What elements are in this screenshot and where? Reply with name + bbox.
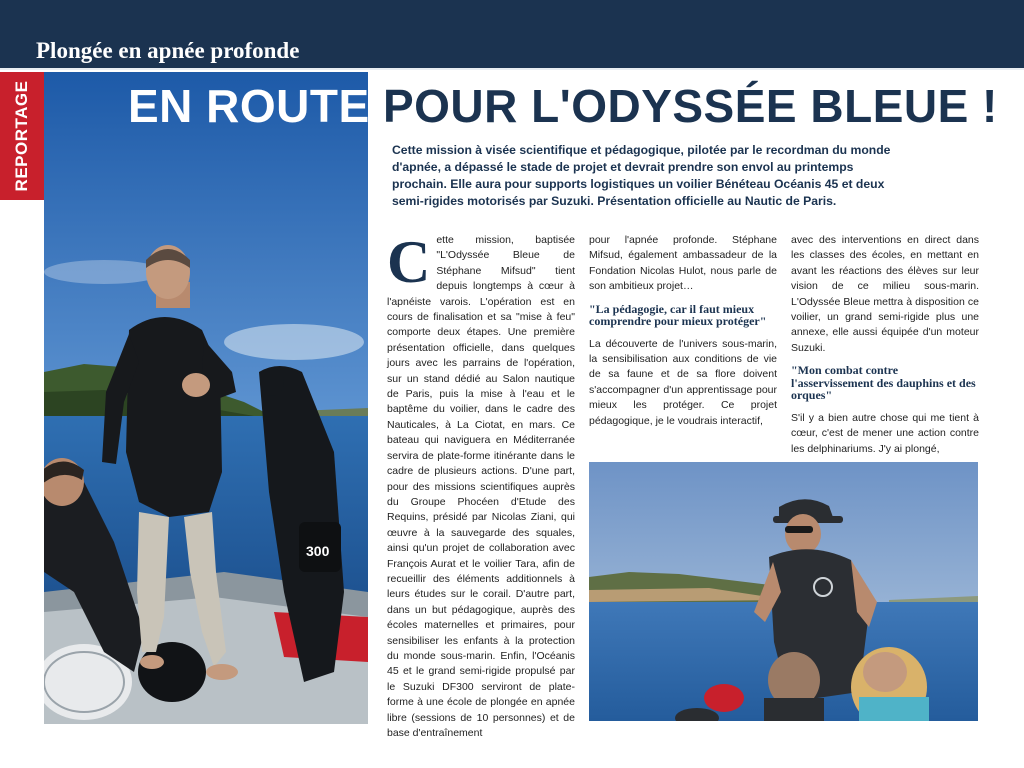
pull-quote: "Mon combat contre l'asservissement des dauphins et des orques": [791, 363, 976, 403]
drop-cap: C: [387, 229, 431, 295]
article-column-1: [387, 229, 575, 741]
article-column-3: [791, 233, 979, 457]
article-paragraph: avec des interventions en direct dans les classes des écoles, en mettant en avant les réactions des élèves sur leur vision de ce milieu sous-marin. L'Odyssée Bleue mettra à disposition ce voilier, un grand semi-rigide plus une annexe, elle aussi équipée d'un moteur Suzuki.: [791, 234, 979, 354]
headline-part1: EN ROUTE: [128, 80, 370, 132]
pull-quote: "La pédagogie, car il faut mieux comprendre pour mieux protéger": [589, 301, 767, 329]
article-paragraph: La découverte de l'univers sous-marin, la sensibilisation aux conditions de vie de sa faune et de sa flore doivent s'accompagner d'un apprentissage pour mieux les protéger. Ce projet pédagogique, je le voudrais interactif,: [589, 337, 777, 427]
lead-paragraph: Cette mission à visée scientifique et pédagogique, pilotée par le recordman du monde d'apnée, a dépassé le stade de projet et devrait prendre son envol au printemps prochain. Elle aura pour supports logistiques un voilier Bénéteau Océanis 45 et deux semi-rigides motorisés par Suzuki. Présentation officielle au Nautic de Paris.: [392, 143, 891, 208]
article-column-2: [589, 233, 777, 429]
headline-part2: POUR L'ODYSSÉE BLEUE !: [382, 80, 998, 132]
article-paragraph: pour l'apnée profonde. Stéphane Mifsud, également ambassadeur de la Fondation Nicolas Hulot, nous parle de son ambitieux projet…: [589, 234, 777, 293]
header-bar: [0, 0, 1024, 68]
header-rule: [0, 68, 1024, 70]
article-paragraph: S'il y a bien autre chose qui me tient à cœur, c'est de mener une action contre les delphinariums. J'y ai plongé,: [791, 411, 979, 455]
headline: [128, 80, 998, 132]
article-text: ette mission, baptisée "L'Odyssée Bleue de Stéphane Mifsud" tient depuis longtemps à cœur à l'apnéiste varois. L'opération est en cours de finalisation et sa "mise à feu" comporte deux étapes. Une première présentation officielle, dans quelques jours avec les parrains de l'opération, sur un stand dédié au Salon nautique de Paris, puis la mise à l'eau et le baptême du voilier, dans le cadre des Nauticales, à La Ciotat, en mars. Ce bateau qui naviguera en Méditerranée servira de plate-forme itinérante dans le cadre de plusieurs actions. D'une part, pour des missions scientifiques auprès du Groupe Phocéen d'Etude des Requins, présidé par Nicolas Ziani, qui œuvre à la sauvegarde des squales, ainsi qu'un projet de collaboration avec François Aurat et le voilier Tara, afin de recueillir des éléments additionnels à leurs études sur le corail. D'autre part, dans un but pédagogique, auprès des écoles maternelles et primaires, pour sensibiliser les enfants à la protection du monde sous-marin. Enfin, l'Océanis 45 et le grand semi-rigide propulsé par le Suzuki DF300 serviront de plate-forme à une école de plongée en apnée libre (sessions de 10 personnes) et de base d'entraînement: [387, 234, 575, 739]
photo-instructor-boat: [589, 462, 978, 721]
section-tag-label: REPORTAGE: [12, 80, 31, 192]
article-paragraph: [387, 229, 575, 741]
kicker-title: Plongée en apnée profonde: [36, 38, 300, 63]
engine-label: 300: [306, 543, 330, 559]
freediver-photo-illustration: [44, 72, 368, 724]
instructor-photo-illustration: [589, 462, 978, 721]
photo-freediver-boat: [44, 72, 368, 724]
section-tag: [0, 72, 44, 200]
